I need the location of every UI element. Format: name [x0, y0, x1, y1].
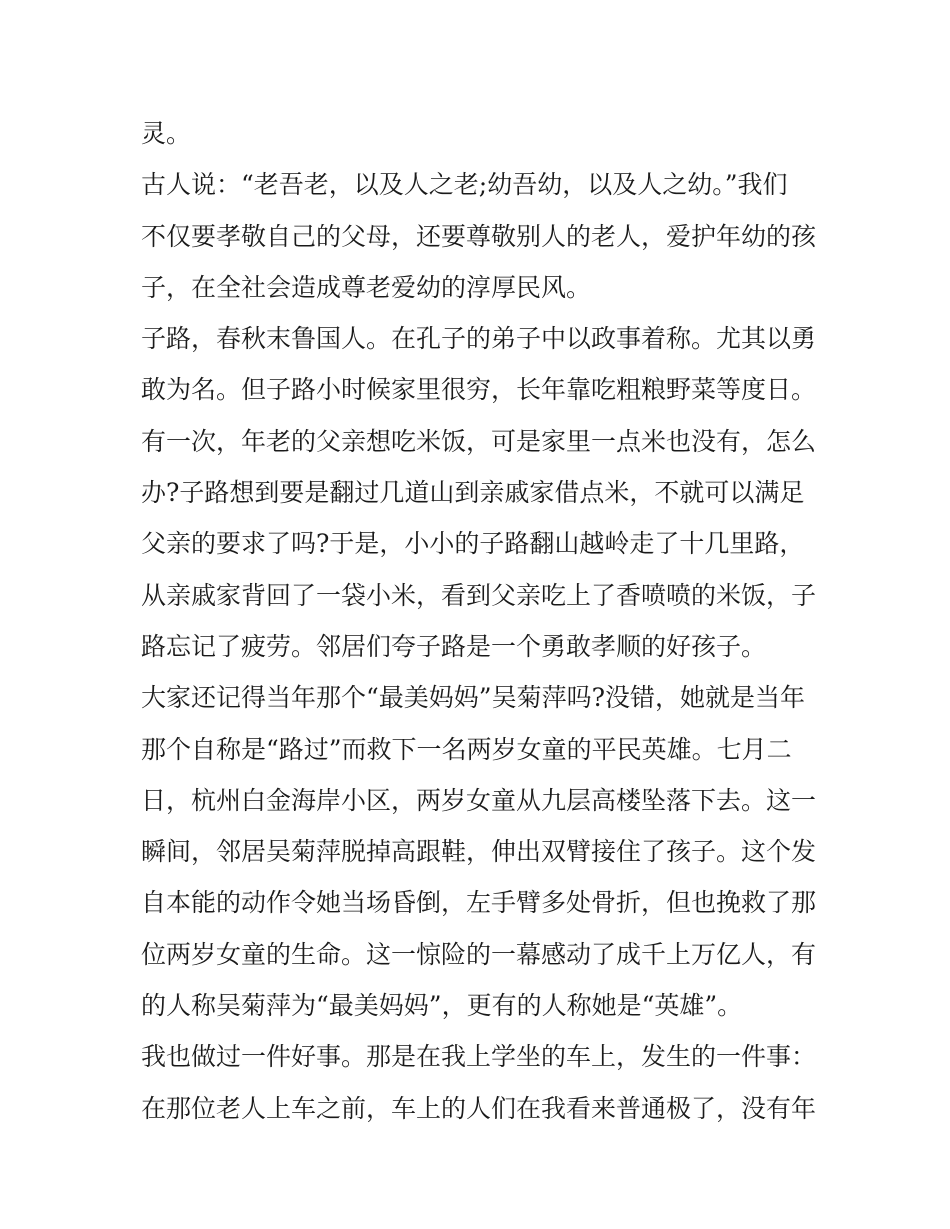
text-line: 日，杭州白金海岸小区，两岁女童从九层高楼坠落下去。这一: [141, 785, 817, 815]
text-line: 父亲的要求了吗?于是，小小的子路翻山越岭走了十几里路，: [141, 529, 805, 559]
text-line: 子，在全社会造成尊老爱幼的淳厚民风。: [141, 272, 592, 302]
text-line: 不仅要孝敬自己的父母，还要尊敬别人的老人，爱护年幼的孩: [141, 221, 817, 251]
text-line: 灵。: [141, 119, 192, 148]
text-line: 古人说：“老吾老，以及人之老;幼吾幼，以及人之幼。”我们: [141, 170, 788, 200]
text-line: 瞬间，邻居吴菊萍脱掉高跟鞋，伸出双臂接住了孩子。这个发: [141, 837, 817, 867]
text-line: 在那位老人上车之前，车上的人们在我看来普通极了，没有年: [141, 1093, 817, 1123]
text-line: 位两岁女童的生命。这一惊险的一幕感动了成千上万亿人，有: [141, 939, 817, 969]
text-line: 自本能的动作令她当场昏倒，左手臂多处骨折，但也挽救了那: [141, 888, 817, 918]
text-line: 办?子路想到要是翻过几道山到亲戚家借点米，不就可以满足: [141, 478, 805, 508]
text-line: 子路，春秋末鲁国人。在孔子的弟子中以政事着称。尤其以勇: [141, 324, 817, 354]
text-line: 从亲戚家背回了一袋小米，看到父亲吃上了香喷喷的米饭，子: [141, 580, 817, 610]
text-line: 那个自称是“路过”而救下一名两岁女童的平民英雄。七月二: [141, 734, 792, 764]
text-line: 我也做过一件好事。那是在我上学坐的车上，发生的一件事：: [141, 1042, 817, 1072]
text-line: 路忘记了疲劳。邻居们夸子路是一个勇敢孝顺的好孩子。: [141, 631, 767, 661]
text-line: 敢为名。但子路小时候家里很穷，长年靠吃粗粮野菜等度日。: [141, 375, 817, 405]
text-line: 大家还记得当年那个“最美妈妈”吴菊萍吗?没错，她就是当年: [141, 683, 805, 713]
text-line: 的人称吴菊萍为“最美妈妈”，更有的人称她是“英雄”。: [141, 991, 743, 1021]
text-line: 有一次，年老的父亲想吃米饭，可是家里一点米也没有，怎么: [141, 426, 817, 456]
document-body: [141, 108, 816, 1134]
